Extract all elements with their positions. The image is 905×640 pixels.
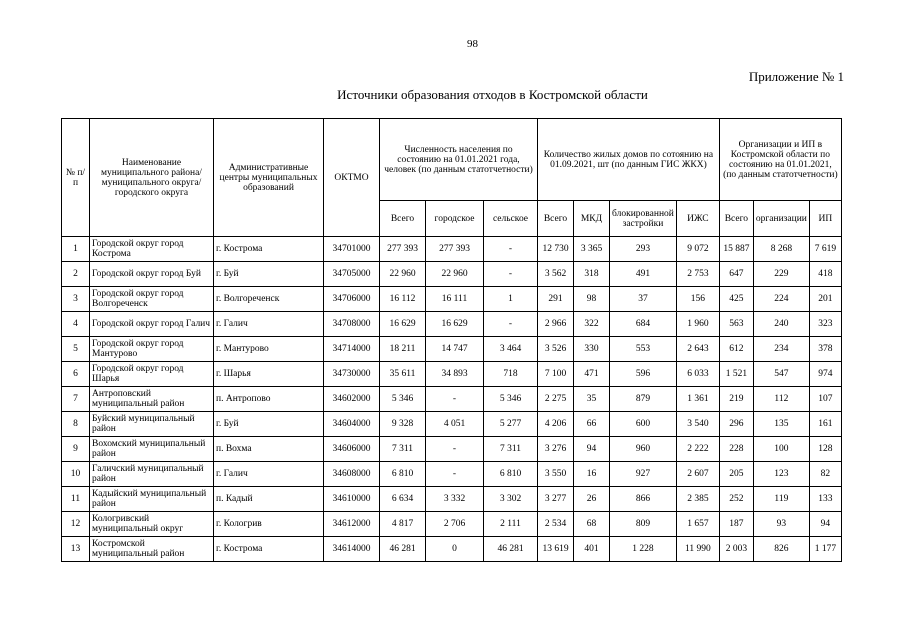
header-admin: Административные центры муниципальных образований <box>214 119 324 237</box>
row-pop-city: 22 960 <box>426 262 484 287</box>
row-pop-city: 4 051 <box>426 412 484 437</box>
row-oktmo: 34606000 <box>324 437 380 462</box>
row-name: Городской округ город Мантурово <box>90 337 214 362</box>
row-houses-block: 809 <box>610 512 677 537</box>
row-number: 6 <box>62 362 90 387</box>
row-number: 1 <box>62 237 90 262</box>
row-admin-center: г. Кологрив <box>214 512 324 537</box>
row-houses-mkd: 94 <box>574 437 610 462</box>
row-houses-mkd: 98 <box>574 287 610 312</box>
row-houses-mkd: 330 <box>574 337 610 362</box>
table-row <box>62 237 842 262</box>
row-number: 3 <box>62 287 90 312</box>
row-orgs-total: 612 <box>719 337 753 362</box>
row-orgs-org: 547 <box>753 362 809 387</box>
row-oktmo: 34612000 <box>324 512 380 537</box>
row-houses-mkd: 322 <box>574 312 610 337</box>
row-admin-center: г. Галич <box>214 312 324 337</box>
row-pop-total: 4 817 <box>380 512 426 537</box>
row-pop-city: - <box>426 387 484 412</box>
row-orgs-ip: 974 <box>809 362 841 387</box>
row-houses-izhs: 156 <box>676 287 719 312</box>
row-houses-block: 866 <box>610 487 677 512</box>
row-orgs-org: 93 <box>753 512 809 537</box>
row-orgs-total: 219 <box>719 387 753 412</box>
row-pop-city: - <box>426 462 484 487</box>
page-number: 98 <box>467 38 478 50</box>
document-title: Источники образования отходов в Костромской области <box>337 87 648 102</box>
header-num: № п/п <box>62 119 90 237</box>
row-pop-total: 6 634 <box>380 487 426 512</box>
row-orgs-org: 8 268 <box>753 237 809 262</box>
row-pop-rural: 5 346 <box>484 387 538 412</box>
row-orgs-org: 135 <box>753 412 809 437</box>
subheader-pop-total: Всего <box>380 201 426 237</box>
row-orgs-org: 112 <box>753 387 809 412</box>
row-houses-izhs: 1 960 <box>676 312 719 337</box>
table-row <box>62 362 842 387</box>
row-orgs-ip: 378 <box>809 337 841 362</box>
row-houses-total: 3 550 <box>538 462 574 487</box>
row-houses-block: 553 <box>610 337 677 362</box>
row-houses-total: 2 534 <box>538 512 574 537</box>
row-pop-rural: 718 <box>484 362 538 387</box>
row-orgs-total: 252 <box>719 487 753 512</box>
header-oktmo: ОКТМО <box>324 119 380 237</box>
row-name: Городской округ город Шарья <box>90 362 214 387</box>
row-houses-izhs: 9 072 <box>676 237 719 262</box>
header-houses: Количество жилых домов по сотоянию на 01.09.2021, шт (по данным ГИС ЖКХ) <box>538 119 720 201</box>
row-houses-block: 293 <box>610 237 677 262</box>
row-houses-izhs: 11 990 <box>676 537 719 562</box>
row-number: 12 <box>62 512 90 537</box>
row-admin-center: г. Буй <box>214 412 324 437</box>
row-pop-total: 35 611 <box>380 362 426 387</box>
row-orgs-ip: 418 <box>809 262 841 287</box>
row-orgs-org: 826 <box>753 537 809 562</box>
row-oktmo: 34714000 <box>324 337 380 362</box>
row-houses-izhs: 1 657 <box>676 512 719 537</box>
row-pop-city: - <box>426 437 484 462</box>
row-houses-izhs: 2 753 <box>676 262 719 287</box>
row-number: 2 <box>62 262 90 287</box>
row-pop-rural: - <box>484 237 538 262</box>
subheader-houses-total: Всего <box>538 201 574 237</box>
header-name: Наименование муниципального района/ муниципального округа/ городского округа <box>90 119 214 237</box>
row-pop-total: 9 328 <box>380 412 426 437</box>
row-number: 11 <box>62 487 90 512</box>
row-houses-total: 2 966 <box>538 312 574 337</box>
row-oktmo: 34708000 <box>324 312 380 337</box>
table-row <box>62 537 842 562</box>
row-houses-mkd: 35 <box>574 387 610 412</box>
row-houses-total: 3 562 <box>538 262 574 287</box>
subheader-pop-rural: сельское <box>484 201 538 237</box>
row-houses-total: 291 <box>538 287 574 312</box>
header-population: Численность населения по состоянию на 01.01.2021 года, человек (по данным статотчетности) <box>380 119 538 201</box>
row-pop-rural: 2 111 <box>484 512 538 537</box>
row-orgs-total: 2 003 <box>719 537 753 562</box>
row-number: 10 <box>62 462 90 487</box>
row-oktmo: 34614000 <box>324 537 380 562</box>
row-number: 7 <box>62 387 90 412</box>
row-houses-block: 491 <box>610 262 677 287</box>
row-houses-izhs: 6 033 <box>676 362 719 387</box>
table-body <box>62 237 842 562</box>
row-admin-center: г. Шарья <box>214 362 324 387</box>
row-houses-mkd: 471 <box>574 362 610 387</box>
row-orgs-ip: 128 <box>809 437 841 462</box>
row-oktmo: 34602000 <box>324 387 380 412</box>
row-number: 9 <box>62 437 90 462</box>
subheader-houses-izhs: ИЖС <box>676 201 719 237</box>
row-pop-city: 2 706 <box>426 512 484 537</box>
row-pop-city: 0 <box>426 537 484 562</box>
row-orgs-total: 563 <box>719 312 753 337</box>
row-houses-mkd: 3 365 <box>574 237 610 262</box>
subheader-pop-city: городское <box>426 201 484 237</box>
row-admin-center: г. Галич <box>214 462 324 487</box>
header-orgs: Организации и ИП в Костромской области по состоянию на 01.01.2021, (по данным статотчетности) <box>719 119 841 201</box>
row-oktmo: 34706000 <box>324 287 380 312</box>
row-orgs-total: 228 <box>719 437 753 462</box>
row-houses-mkd: 401 <box>574 537 610 562</box>
row-pop-total: 18 211 <box>380 337 426 362</box>
table-row <box>62 462 842 487</box>
row-orgs-org: 240 <box>753 312 809 337</box>
row-admin-center: г. Кострома <box>214 537 324 562</box>
row-name: Городской округ город Галич <box>90 312 214 337</box>
row-oktmo: 34608000 <box>324 462 380 487</box>
row-orgs-org: 123 <box>753 462 809 487</box>
table-row <box>62 337 842 362</box>
appendix-label: Приложение № 1 <box>748 69 844 84</box>
row-name: Кологривский муниципальный округ <box>90 512 214 537</box>
subheader-orgs-total: Всего <box>719 201 753 237</box>
row-orgs-org: 224 <box>753 287 809 312</box>
row-name: Вохомский муниципальный район <box>90 437 214 462</box>
row-orgs-ip: 323 <box>809 312 841 337</box>
row-name: Городской округ город Волгореченск <box>90 287 214 312</box>
row-name: Буйский муниципальный район <box>90 412 214 437</box>
row-admin-center: п. Кадый <box>214 487 324 512</box>
row-pop-city: 277 393 <box>426 237 484 262</box>
row-pop-city: 3 332 <box>426 487 484 512</box>
row-orgs-ip: 201 <box>809 287 841 312</box>
row-houses-izhs: 3 540 <box>676 412 719 437</box>
table-row <box>62 437 842 462</box>
row-pop-rural: 1 <box>484 287 538 312</box>
row-orgs-total: 1 521 <box>719 362 753 387</box>
row-houses-total: 7 100 <box>538 362 574 387</box>
row-pop-total: 22 960 <box>380 262 426 287</box>
row-houses-mkd: 318 <box>574 262 610 287</box>
row-orgs-total: 187 <box>719 512 753 537</box>
row-pop-total: 7 311 <box>380 437 426 462</box>
row-houses-izhs: 2 385 <box>676 487 719 512</box>
row-oktmo: 34701000 <box>324 237 380 262</box>
row-pop-rural: - <box>484 262 538 287</box>
subheader-orgs-org: организации <box>753 201 809 237</box>
row-admin-center: п. Вохма <box>214 437 324 462</box>
row-orgs-org: 119 <box>753 487 809 512</box>
row-pop-city: 16 111 <box>426 287 484 312</box>
row-houses-izhs: 2 607 <box>676 462 719 487</box>
row-oktmo: 34705000 <box>324 262 380 287</box>
row-orgs-org: 234 <box>753 337 809 362</box>
row-houses-block: 600 <box>610 412 677 437</box>
row-houses-mkd: 66 <box>574 412 610 437</box>
row-orgs-ip: 133 <box>809 487 841 512</box>
row-houses-mkd: 68 <box>574 512 610 537</box>
row-pop-city: 34 893 <box>426 362 484 387</box>
row-houses-mkd: 26 <box>574 487 610 512</box>
row-oktmo: 34604000 <box>324 412 380 437</box>
row-pop-rural: - <box>484 312 538 337</box>
row-houses-total: 3 276 <box>538 437 574 462</box>
row-name: Кадыйский муниципальный район <box>90 487 214 512</box>
row-name: Городской округ город Буй <box>90 262 214 287</box>
row-orgs-total: 296 <box>719 412 753 437</box>
subheader-houses-mkd: МКД <box>574 201 610 237</box>
row-orgs-total: 205 <box>719 462 753 487</box>
row-admin-center: п. Антропово <box>214 387 324 412</box>
row-pop-total: 6 810 <box>380 462 426 487</box>
table-row <box>62 312 842 337</box>
row-houses-total: 3 277 <box>538 487 574 512</box>
row-pop-total: 46 281 <box>380 537 426 562</box>
row-name: Городской округ город Кострома <box>90 237 214 262</box>
row-houses-total: 4 206 <box>538 412 574 437</box>
row-houses-total: 12 730 <box>538 237 574 262</box>
row-oktmo: 34610000 <box>324 487 380 512</box>
row-orgs-total: 647 <box>719 262 753 287</box>
row-admin-center: г. Мантурово <box>214 337 324 362</box>
table-row <box>62 412 842 437</box>
row-houses-izhs: 1 361 <box>676 387 719 412</box>
row-houses-total: 3 526 <box>538 337 574 362</box>
row-houses-block: 684 <box>610 312 677 337</box>
row-houses-total: 13 619 <box>538 537 574 562</box>
row-pop-total: 16 629 <box>380 312 426 337</box>
row-houses-block: 879 <box>610 387 677 412</box>
row-pop-rural: 3 302 <box>484 487 538 512</box>
row-admin-center: г. Буй <box>214 262 324 287</box>
row-orgs-org: 229 <box>753 262 809 287</box>
row-pop-rural: 46 281 <box>484 537 538 562</box>
row-pop-rural: 6 810 <box>484 462 538 487</box>
row-number: 4 <box>62 312 90 337</box>
table-row <box>62 387 842 412</box>
row-name: Костромской муниципальный район <box>90 537 214 562</box>
row-orgs-ip: 1 177 <box>809 537 841 562</box>
row-houses-total: 2 275 <box>538 387 574 412</box>
waste-sources-table <box>61 118 842 562</box>
row-houses-block: 596 <box>610 362 677 387</box>
row-pop-rural: 7 311 <box>484 437 538 462</box>
row-orgs-ip: 82 <box>809 462 841 487</box>
row-houses-block: 1 228 <box>610 537 677 562</box>
table-row <box>62 512 842 537</box>
row-pop-city: 14 747 <box>426 337 484 362</box>
row-admin-center: г. Кострома <box>214 237 324 262</box>
row-orgs-org: 100 <box>753 437 809 462</box>
row-houses-izhs: 2 222 <box>676 437 719 462</box>
table-row <box>62 262 842 287</box>
row-number: 8 <box>62 412 90 437</box>
row-name: Галичский муниципальный район <box>90 462 214 487</box>
row-pop-total: 5 346 <box>380 387 426 412</box>
row-number: 13 <box>62 537 90 562</box>
row-houses-mkd: 16 <box>574 462 610 487</box>
row-houses-block: 927 <box>610 462 677 487</box>
row-pop-rural: 5 277 <box>484 412 538 437</box>
row-name: Антроповский муниципальный район <box>90 387 214 412</box>
row-admin-center: г. Волгореченск <box>214 287 324 312</box>
row-houses-block: 37 <box>610 287 677 312</box>
subheader-houses-block: блокированной застройки <box>610 201 677 237</box>
row-orgs-total: 15 887 <box>719 237 753 262</box>
table-row <box>62 287 842 312</box>
row-orgs-total: 425 <box>719 287 753 312</box>
row-pop-city: 16 629 <box>426 312 484 337</box>
row-orgs-ip: 7 619 <box>809 237 841 262</box>
row-orgs-ip: 161 <box>809 412 841 437</box>
row-houses-izhs: 2 643 <box>676 337 719 362</box>
row-pop-total: 277 393 <box>380 237 426 262</box>
row-oktmo: 34730000 <box>324 362 380 387</box>
row-pop-total: 16 112 <box>380 287 426 312</box>
row-pop-rural: 3 464 <box>484 337 538 362</box>
row-houses-block: 960 <box>610 437 677 462</box>
row-number: 5 <box>62 337 90 362</box>
table-row <box>62 487 842 512</box>
row-orgs-ip: 94 <box>809 512 841 537</box>
row-orgs-ip: 107 <box>809 387 841 412</box>
subheader-orgs-ip: ИП <box>809 201 841 237</box>
